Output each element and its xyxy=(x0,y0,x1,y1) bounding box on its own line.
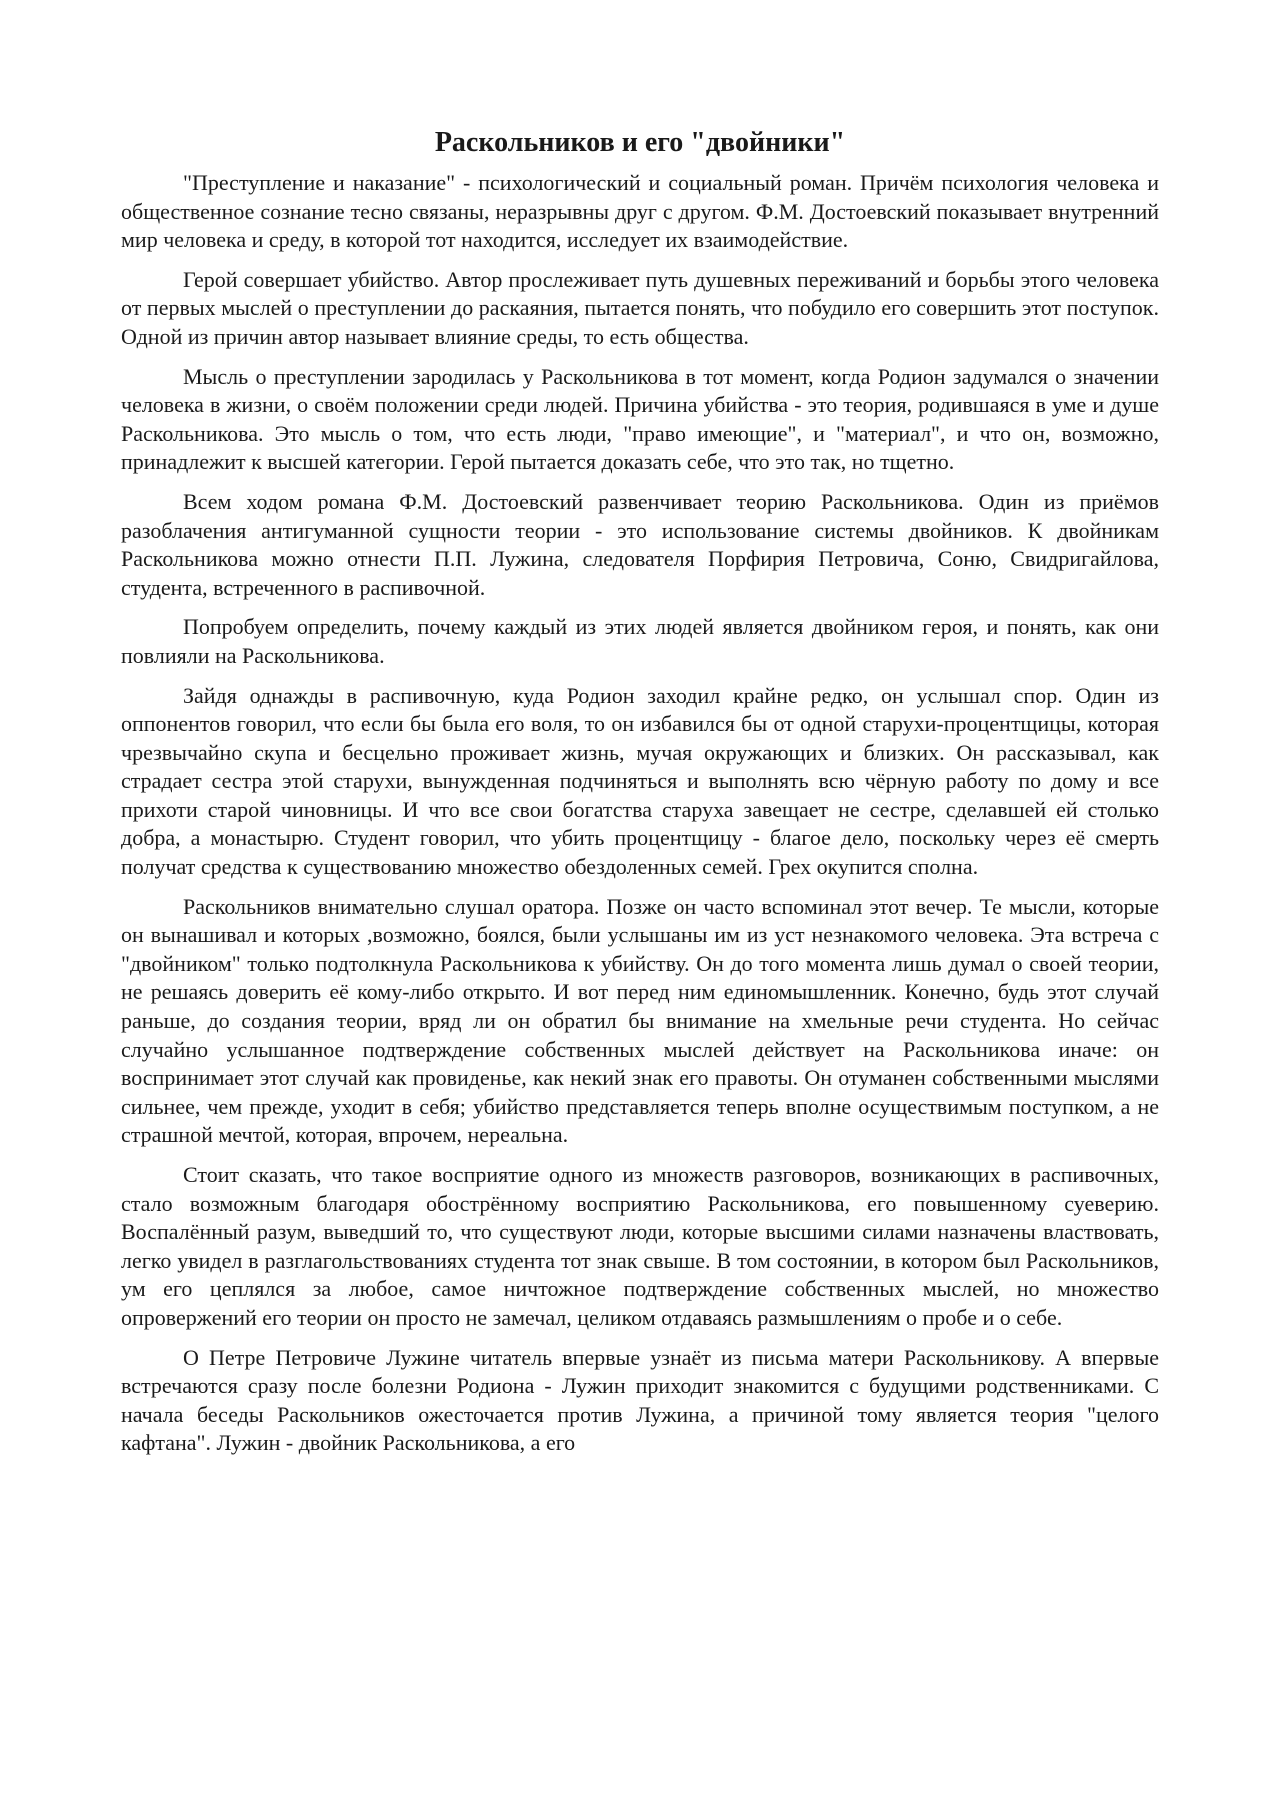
paragraph-9: О Петре Петровиче Лужине читатель впервые узнаёт из письма матери Раскольникову. А впервые встречаются сразу после болезни Родиона - Лужин приходит знакомится с будущими родственниками. С начала беседы Раскольников ожесточается против Лужина, а причиной тому является теория "целого кафтана". Лужин - двойник Раскольникова, а его xyxy=(121,1344,1159,1456)
paragraph-1: "Преступление и наказание" - психологический и социальный роман. Причём психология человека и общественное сознание тесно связаны, неразрывны друг с другом. Ф.М. Достоевский показывает внутренний мир человека и среду, в которой тот находится, исследует их взаимодействие. xyxy=(121,170,1159,253)
document-page xyxy=(121,115,1159,1469)
paragraph-3: Мысль о преступлении зародилась у Раскольникова в тот момент, когда Родион задумался о значении человека в жизни, о своём положении среди людей. Причина убийства - это теория, родившаяся в уме и душе Раскольникова. Это мысль о том, что есть люди, "право имеющие", и "материал", и что он, возможно, принадлежит к высшей категории. Герой пытается доказать себе, что это так, но тщетно. xyxy=(121,363,1159,475)
paragraph-2: Герой совершает убийство. Автор прослеживает путь душевных переживаний и борьбы этого человека от первых мыслей о преступлении до раскаяния, пытается понять, что побудило его совершить этот поступок. Одной из причин автор называет влияние среды, то есть общества. xyxy=(121,266,1159,349)
document-title: Раскольников и его "двойники" xyxy=(434,127,846,158)
paragraph-5: Попробуем определить, почему каждый из этих людей является двойником героя, и понять, как они повлияли на Раскольникова. xyxy=(121,614,1159,668)
paragraph-8: Стоит сказать, что такое восприятие одного из множеств разговоров, возникающих в распивочных, стало возможным благодаря обострённому восприятию Раскольникова, его повышенному суеверию. Воспалённый разум, выведший то, что существуют люди, которые высшими силами назначены властвовать, легко увидел в разглагольствованиях студента тот знак свыше. В том состоянии, в котором был Раскольников, ум его цеплялся за любое, самое ничтожное подтверждение собственных мыслей, но множество опровержений его теории он просто не замечал, целиком отдаваясь размышлениям о пробе и о себе. xyxy=(121,1162,1159,1330)
paragraph-4: Всем ходом романа Ф.М. Достоевский развенчивает теорию Раскольникова. Один из приёмов разоблачения антигуманной сущности теории - это использование системы двойников. К двойникам Раскольникова можно отнести П.П. Лужина, следователя Порфирия Петровича, Соню, Свидригайлова, студента, встреченного в распивочной. xyxy=(121,488,1159,600)
paragraph-7: Раскольников внимательно слушал оратора. Позже он часто вспоминал этот вечер. Те мысли, которые он вынашивал и которых ,возможно, боялся, были услышаны им из уст незнакомого человека. Эта встреча с "двойником" только подтолкнула Раскольникова к убийству. Он до того момента лишь думал о своей теории, не решаясь доверить её кому-либо открыто. И вот перед ним единомышленник. Конечно, будь этот случай раньше, до создания теории, вряд ли он обратил бы внимание на хмельные речи студента. Но сейчас случайно услышанное подтверждение собственных мыслей действует на Раскольникова иначе: он воспринимает этот случай как провиденье, как некий знак его правоты. Он отуманен собственными мыслями сильнее, чем прежде, уходит в себя; убийство представляется теперь вполне осуществимым поступком, а не страшной мечтой, которая, впрочем, нереальна. xyxy=(121,893,1159,1148)
paragraph-6: Зайдя однажды в распивочную, куда Родион заходил крайне редко, он услышал спор. Один из оппонентов говорил, что если бы была его воля, то он избавился бы от одной старухи-процентщицы, которая чрезвычайно скупа и бесцельно проживает жизнь, мучая окружающих и близких. Он рассказывал, как страдает сестра этой старухи, вынужденная подчиняться и выполнять всю чёрную работу по дому и все прихоти старой чиновницы. И что все свои богатства старуха завещает не сестре, сделавшей ей столько добра, а монастырю. Студент говорил, что убить процентщицу - благое дело, поскольку через её смерть получат средства к существованию множество обездоленных семей. Грех окупится сполна. xyxy=(121,682,1159,880)
